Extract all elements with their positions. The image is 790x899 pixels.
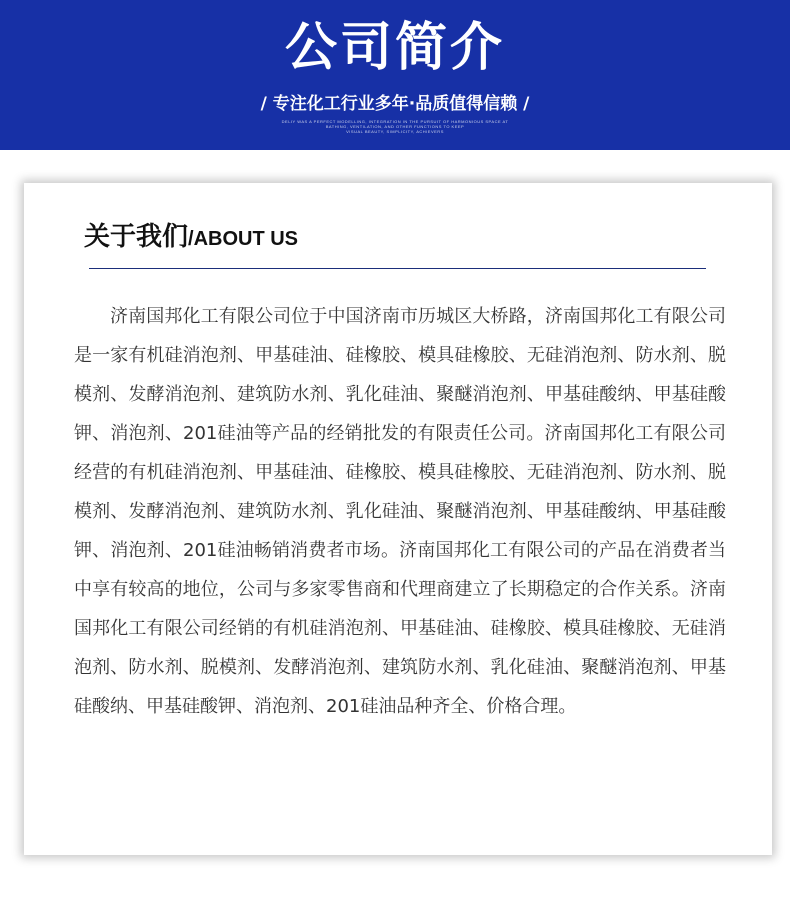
heading-divider [89, 268, 706, 269]
about-heading-cn: 关于我们 [84, 222, 189, 252]
about-heading [84, 216, 298, 256]
about-heading-en: /ABOUT US [188, 228, 299, 250]
banner-title: 公司简介 [284, 18, 505, 78]
fine-print-line: DELIY WAS A PERFECT MODELLING, INTEGRATION IN THE PURSUIT OF HARMONIOUS SPACE AT [281, 119, 509, 124]
header-banner [0, 0, 790, 150]
banner-fine-print [0, 119, 790, 134]
about-body-text: 济南国邦化工有限公司位于中国济南市历城区大桥路，济南国邦化工有限公司是一家有机硅消泡剂、甲基硅油、硅橡胶、模具硅橡胶、无硅消泡剂、防水剂、脱模剂、发酵消泡剂、建筑防水剂、乳化硅油、聚醚消泡剂、甲基硅酸纳、甲基硅酸钾、消泡剂、201硅油等产品的经销批发的有限责任公司。济南国邦化工有限公司经营的有机硅消泡剂、甲基硅油、硅橡胶、模具硅橡胶、无硅消泡剂、防水剂、脱模剂、发酵消泡剂、建筑防水剂、乳化硅油、聚醚消泡剂、甲基硅酸纳、甲基硅酸钾、消泡剂、201硅油畅销消费者市场。济南国邦化工有限公司的产品在消费者当中享有较高的地位，公司与多家零售商和代理商建立了长期稳定的合作关系。济南国邦化工有限公司经销的有机硅消泡剂、甲基硅油、硅橡胶、模具硅橡胶、无硅消泡剂、防水剂、脱模剂、发酵消泡剂、建筑防水剂、乳化硅油、聚醚消泡剂、甲基硅酸纳、甲基硅酸钾、消泡剂、201硅油品种齐全、价格合理。 [74, 306, 726, 717]
banner-slogan: / 专注化工行业多年·品质值得信赖 / [260, 94, 530, 114]
about-card [24, 183, 772, 855]
fine-print-line: VISUAL BEAUTY, SIMPLICITY, ACHIEVERS [346, 129, 444, 134]
fine-print-line: BATHING, VENTILATION, AND OTHER FUNCTIONS TO KEEP [325, 124, 465, 129]
